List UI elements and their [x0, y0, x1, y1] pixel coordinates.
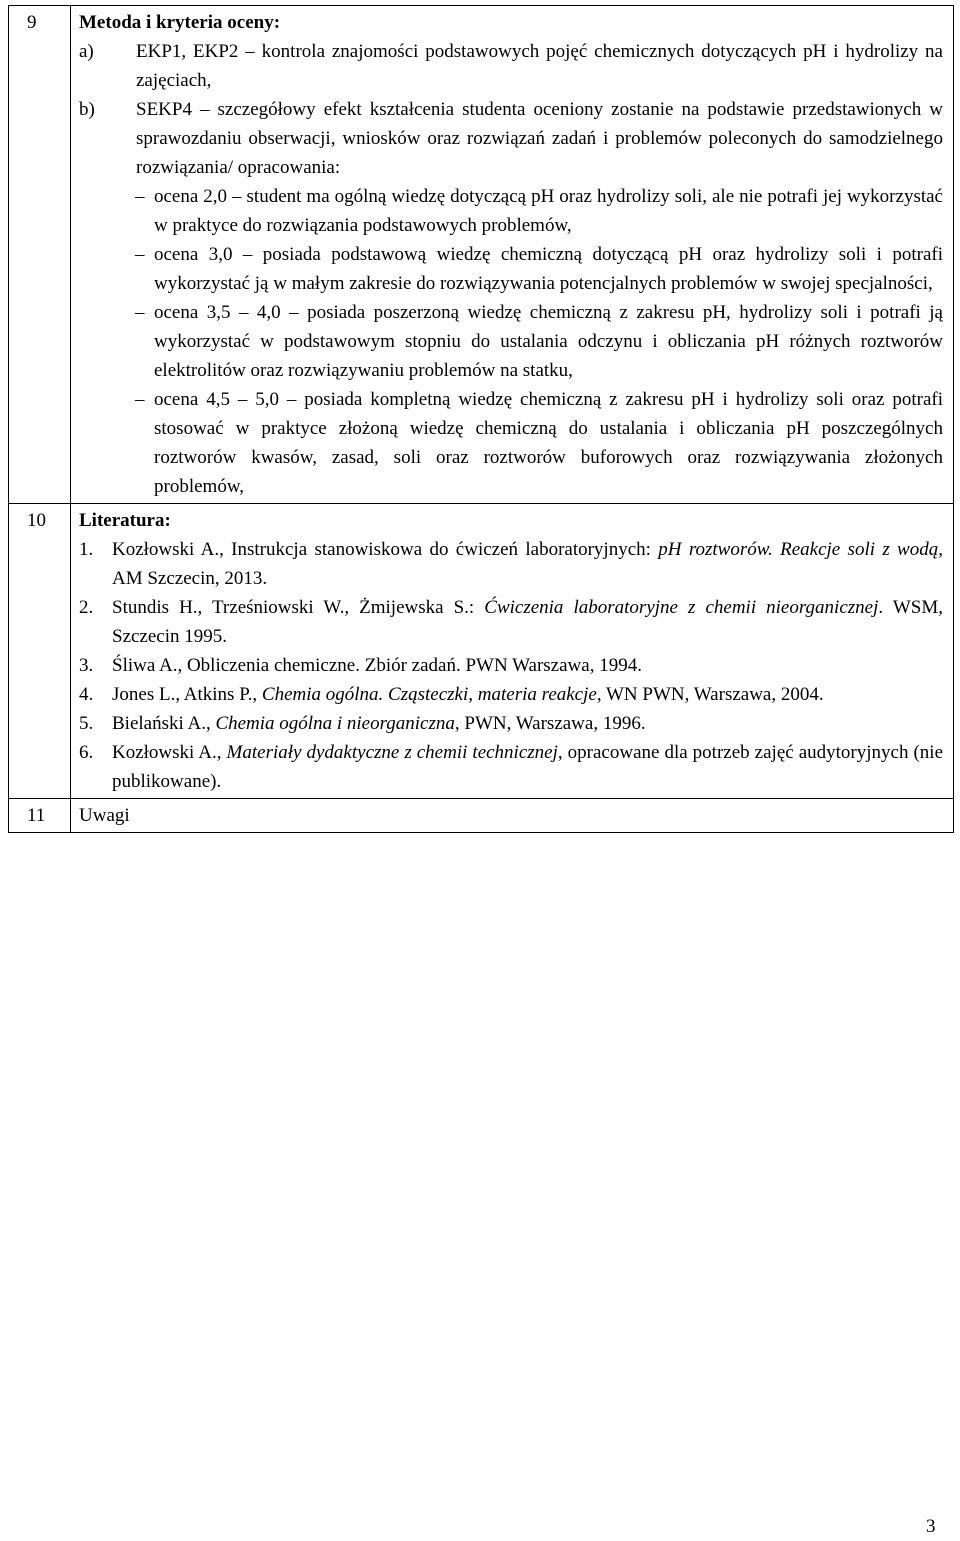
- item-text: EKP1, EKP2 – kontrola znajomości podstawowych pojęć chemicznych dotyczących pH i hydrolizy na zajęciach,: [136, 41, 943, 91]
- reference-part: AM Szczecin, 2013.: [112, 568, 268, 589]
- reference-title: Ćwiczenia laboratoryjne z chemii nieorganicznej: [484, 597, 879, 618]
- criterion-text: ocena 4,5 – 5,0 – posiada kompletną wiedzę chemiczną z zakresu pH i hydrolizy soli oraz potrafi stosować w praktyce złożoną wiedzę chemiczną do ustalania i obliczania pH poszczególnych roztworów kwasów, zasad, soli oraz roztworów buforowych oraz rozwiązywania złożonych problemów,: [154, 389, 943, 497]
- literature-heading: Literatura:: [79, 510, 171, 531]
- criterion-item: [135, 182, 943, 240]
- reference-number: 1.: [79, 539, 94, 560]
- criterion-text: ocena 3,0 – posiada podstawową wiedzę chemiczną dotyczącą pH oraz hydrolizy soli i potrafi wykorzystać ją w małym zakresie do rozwiązywania potencjalnych problemów w swojej specjalności,: [154, 244, 943, 294]
- row-number: 10: [9, 504, 71, 799]
- criterion-dash: –: [135, 186, 145, 207]
- criterion-item: [135, 240, 943, 298]
- reference-part: . WSM, Szczecin 1995.: [112, 597, 943, 647]
- criterion-item: [135, 298, 943, 385]
- item-label: b): [79, 99, 95, 120]
- reference-item: [79, 535, 943, 593]
- reference-text: [112, 680, 943, 709]
- notes-heading: Uwagi: [79, 805, 130, 826]
- reference-item: [79, 680, 943, 709]
- page-number: 3: [926, 1516, 936, 1537]
- reference-title: pH roztworów. Reakcje soli z wodą,: [658, 539, 943, 560]
- reference-part: , opracowane dla potrzeb zajęć audytoryjnych (nie publikowane).: [112, 742, 944, 792]
- reference-part: Kozłowski A., Instrukcja stanowiskowa do ćwiczeń laboratoryjnych:: [112, 539, 659, 560]
- reference-item: [79, 738, 943, 796]
- reference-text: [112, 593, 943, 651]
- reference-text: [112, 535, 943, 593]
- criterion-item: [135, 385, 943, 501]
- reference-title: Chemia ogólna. Cząsteczki, materia reakcje: [261, 684, 597, 705]
- reference-item: [79, 709, 943, 738]
- list-item: [79, 37, 943, 95]
- reference-item: [79, 651, 943, 680]
- reference-part: , WN PWN, Warszawa, 2004.: [596, 684, 824, 705]
- reference-number: 2.: [79, 597, 94, 618]
- reference-text: [112, 738, 943, 796]
- criterion-dash: –: [135, 244, 145, 265]
- literature-cell: [71, 504, 954, 799]
- reference-part: Jones L., Atkins P.,: [112, 684, 262, 705]
- notes-cell: [71, 799, 954, 833]
- reference-part: , PWN, Warszawa, 1996.: [454, 713, 646, 734]
- row-assessment: [9, 6, 954, 504]
- reference-number: 5.: [79, 713, 94, 734]
- criterion-dash: –: [135, 302, 145, 323]
- criterion-text: ocena 2,0 – student ma ogólną wiedzę dotyczącą pH oraz hydrolizy soli, ale nie potrafi jej wykorzystać w praktyce do rozwiązania podstawowych problemów,: [154, 186, 943, 236]
- reference-part: Stundis H., Trześniowski W., Żmijewska S.:: [112, 597, 485, 618]
- reference-title: Chemia ogólna i nieorganiczna: [215, 713, 455, 734]
- reference-title: Materiały dydaktyczne z chemii technicznej: [226, 742, 558, 763]
- reference-part: Śliwa A., Obliczenia chemiczne. Zbiór zadań. PWN Warszawa, 1994.: [112, 655, 642, 676]
- reference-part: Kozłowski A.,: [112, 742, 227, 763]
- reference-number: 3.: [79, 655, 94, 676]
- reference-text: [112, 651, 943, 680]
- reference-part: Bielański A.,: [112, 713, 216, 734]
- reference-text: [112, 709, 943, 738]
- row-number: 9: [9, 6, 71, 504]
- assessment-cell: [71, 6, 954, 504]
- criterion-dash: –: [135, 389, 145, 410]
- row-number: 11: [9, 799, 71, 833]
- item-text: SEKP4 – szczegółowy efekt kształcenia studenta oceniony zostanie na podstawie przedstawionych w sprawozdaniu obserwacji, wniosków oraz rozwiązań zadań i problemów poleconych do samodzielnego rozwiązania/ opracowania:: [136, 99, 943, 178]
- criterion-text: ocena 3,5 – 4,0 – posiada poszerzoną wiedzę chemiczną z zakresu pH, hydrolizy soli i potrafi ją wykorzystać w podstawowym stopniu do ustalania odczynu i obliczania pH różnych roztworów elektrolitów oraz rozwiązywaniu problemów na statku,: [154, 302, 943, 381]
- assessment-heading: Metoda i kryteria oceny:: [79, 12, 281, 33]
- reference-number: 4.: [79, 684, 94, 705]
- row-notes: [9, 799, 954, 833]
- list-item: [79, 95, 943, 182]
- item-label: a): [79, 41, 94, 62]
- row-literature: [9, 504, 954, 799]
- reference-number: 6.: [79, 742, 94, 763]
- reference-item: [79, 593, 943, 651]
- syllabus-table: [8, 5, 954, 833]
